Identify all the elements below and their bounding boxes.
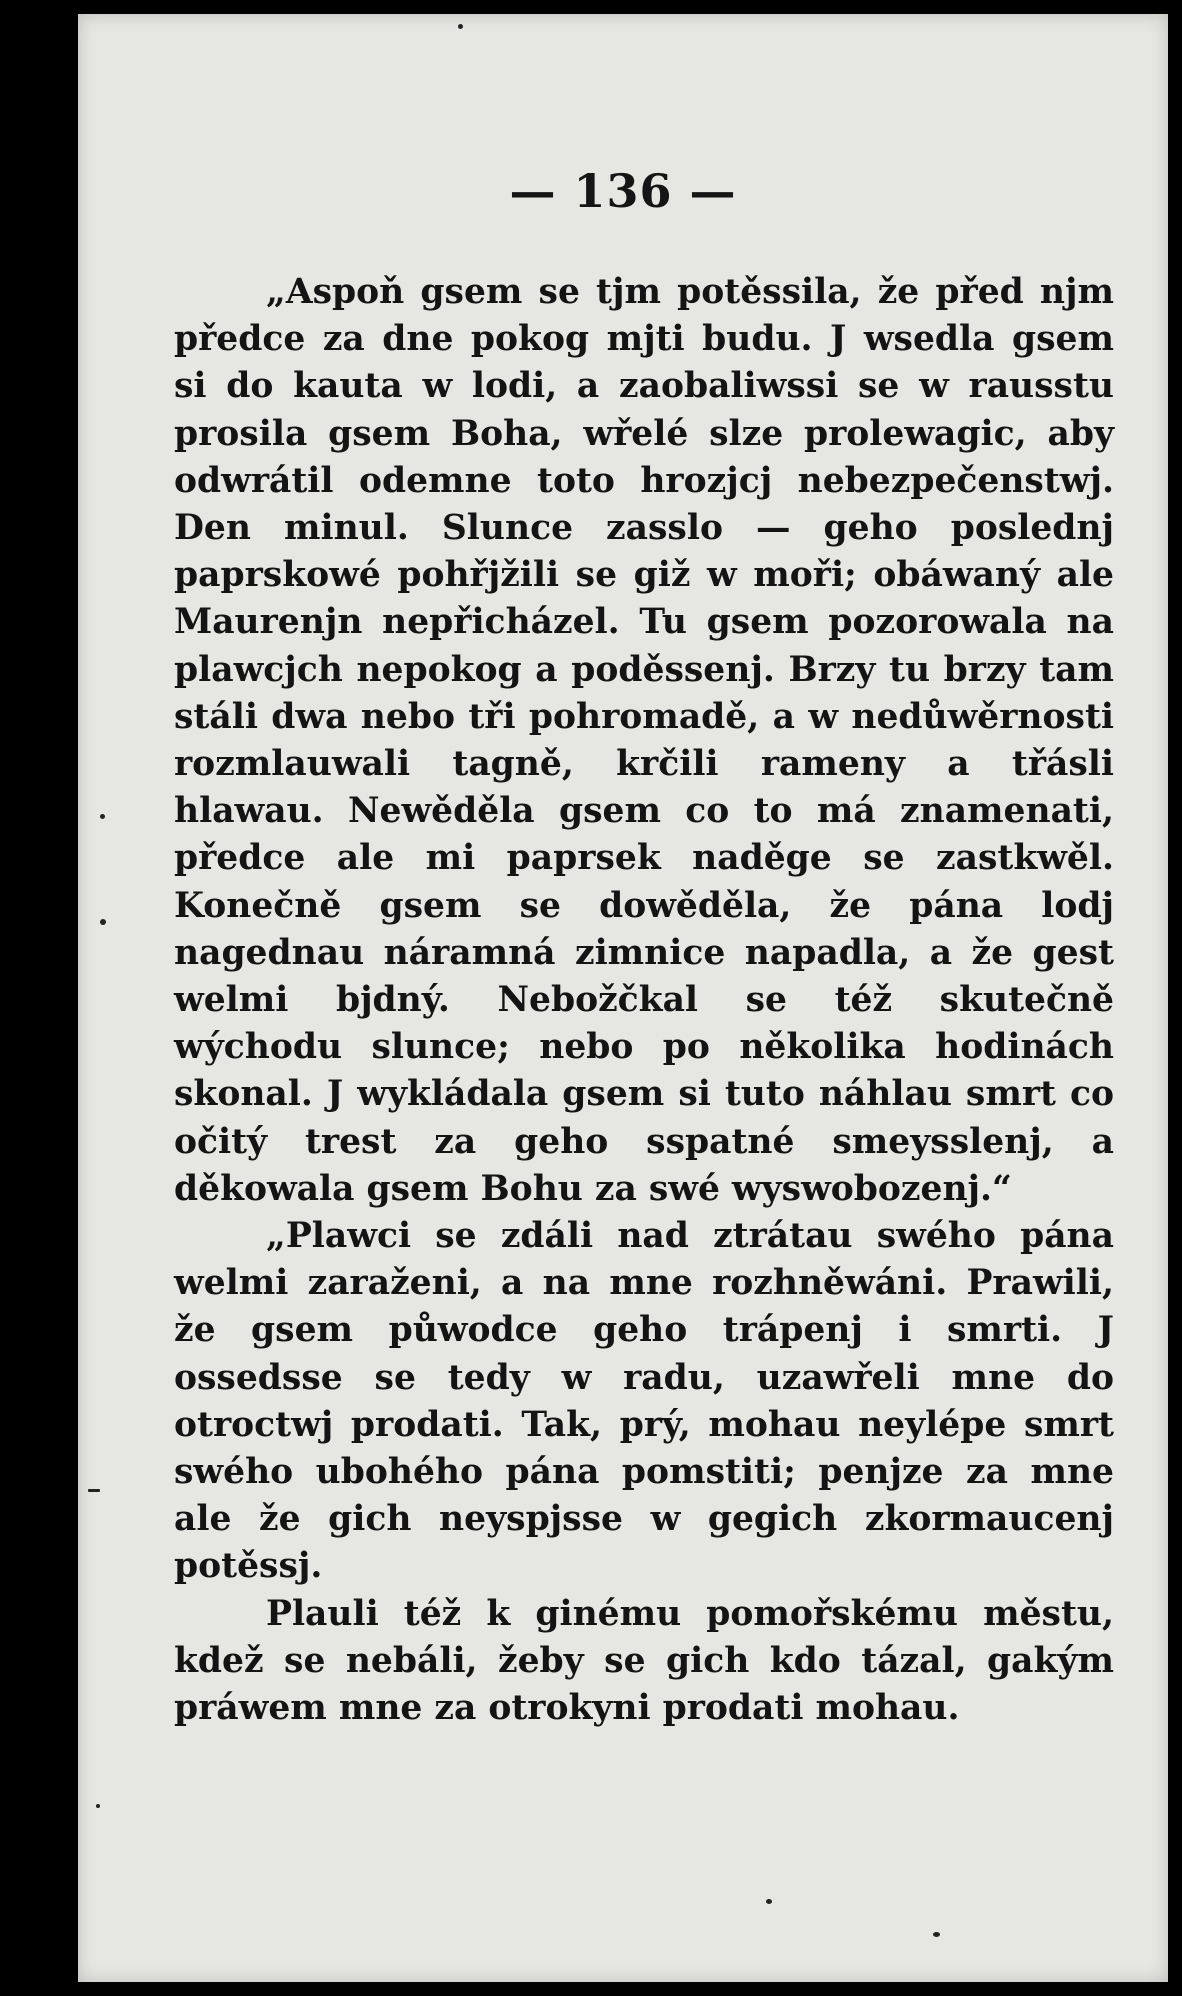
book-page <box>78 14 1168 1982</box>
paragraph-2: „Plawci se zdáli nad ztrátau swého pána welmi zaraženi, a na mne rozhněwáni. Prawili, že gsem půwodce geho trápenj i smrti. J ossedsse se tedy w radu, uzawřeli mne do otroctwj prodati. Tak, prý, mohau neylépe smrt swého ubohého pána pomstiti; penjze za mne ale že gich neyspjsse w gegich zkormaucenj potěssj. <box>174 1216 1114 1587</box>
body-text <box>174 269 1114 1732</box>
scan-speck <box>458 24 463 29</box>
scan-speck <box>100 919 106 925</box>
paragraph-1: „Aspoň gsem se tjm potěssila, že před njm předce za dne pokog mjti budu. J wsedla gsem si do kauta w lodi, a zaobaliwssi se w rausstu prosila gsem Boha, wřelé slze prolewagic, aby odwrátil odemne toto hrozjcj nebezpečenstwj. Den minul. Slunce zasslo — geho poslednj paprskowé pohřjžili se giž w moři; obáwaný ale Maurenjn nepřicházel. Tu gsem pozorowala na plawcjch nepokog a poděssenj. Brzy tu brzy tam stáli dwa nebo tři pohromadě, a w nedůwěrnosti rozmlauwali tagně, krčili rameny a třásli hlawau. Newěděla gsem co to má znamenati, předce ale mi paprsek naděge se zastkwěl. Konečně gsem se dowěděla, že pána lodj nagednau náramná zimnice napadla, a že gest welmi bjdný. Nebožčkal se též skutečně wýchodu slunce; nebo po několika hodinách skonal. J wykládala gsem si tuto náhlau smrt co očitý trest za geho sspatné smeysslenj, a děkowala gsem Bohu za swé wyswobozenj.“ <box>174 272 1114 1209</box>
scan-speck <box>100 814 105 819</box>
scan-speck <box>88 1489 100 1492</box>
page-number: — 136 — <box>509 164 737 218</box>
scan-speck <box>766 1899 772 1904</box>
paragraph-3: Plauli též k ginému pomořskému městu, kdež se nebáli, žeby se gich kdo tázal, gakým práwem mne za otrokyni prodati mohau. <box>174 1593 1114 1729</box>
scan-speck <box>96 1804 100 1808</box>
scan-speck <box>933 1932 940 1937</box>
